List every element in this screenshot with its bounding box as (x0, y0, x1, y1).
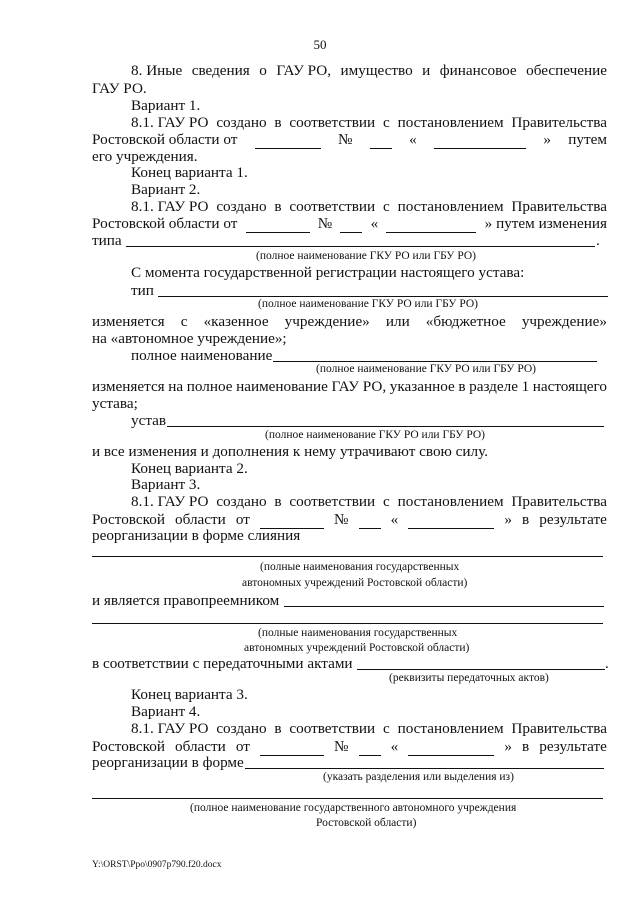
variant-4-title: Вариант 4. (131, 703, 201, 720)
type-blank-line (126, 246, 595, 247)
title-blank (386, 220, 476, 233)
date-blank (246, 220, 310, 233)
word: результате (539, 511, 607, 528)
hint-full-name: (полное наименование ГКУ РО или ГБУ РО) (265, 429, 485, 441)
variant-2-changes-full (92, 378, 607, 396)
period: . (605, 655, 609, 672)
word: изменяется (92, 378, 165, 395)
word: финансовое (439, 62, 517, 79)
page-number: 50 (313, 37, 327, 52)
institution-blank-line (92, 798, 603, 799)
variant-3-acts: в соответствии с передаточными актами (92, 655, 353, 672)
variant-2-ustava: устава; (92, 395, 138, 412)
hint-institution-a: (полное наименование государственного автономного учреждения (190, 802, 517, 814)
period: . (596, 232, 600, 249)
word: постановлением (397, 198, 504, 215)
word: постановлением (397, 114, 504, 131)
text: № (317, 215, 333, 232)
word: в (274, 198, 282, 215)
text: № (334, 738, 349, 755)
word: Ростовской (92, 511, 165, 528)
word: с (180, 313, 188, 330)
word: создано (216, 493, 267, 510)
hint-successor-b: автономных учреждений Ростовской области) (244, 642, 470, 654)
variant-4-line-1 (131, 720, 607, 738)
word: учреждение» (284, 313, 370, 330)
word: 1 (521, 378, 530, 395)
title-blank (434, 136, 526, 149)
word: постановлением (397, 493, 504, 510)
word: разделе (469, 378, 518, 395)
hint-full-name: (полное наименование ГКУ РО или ГБУ РО) (256, 250, 476, 262)
text: « (370, 215, 379, 232)
word: «казенное (203, 313, 269, 330)
word: от (235, 511, 250, 528)
word: Правительства (511, 114, 607, 131)
word: области (175, 511, 226, 528)
text: » (504, 738, 512, 755)
word: в (458, 378, 466, 395)
word: ГАУ РО, (331, 378, 387, 395)
word: наименование (236, 378, 328, 395)
hint-full-name: (полное наименование ГКУ РО или ГБУ РО) (316, 363, 536, 375)
text: Ростовской области от (92, 131, 238, 148)
variant-1-line-2 (92, 131, 607, 149)
word: в (274, 493, 282, 510)
hint-acts: (реквизиты передаточных актов) (389, 672, 549, 684)
variant-3-line-1 (131, 493, 607, 511)
title-blank (408, 516, 494, 529)
word: в (522, 738, 530, 755)
word: ГАУ РО, (276, 62, 332, 79)
word: в (274, 720, 282, 737)
variant-2-ustav: устав (131, 412, 167, 429)
word: области (175, 738, 226, 755)
word: в (522, 511, 530, 528)
word: в (274, 114, 282, 131)
variant-2-type-label: типа (92, 232, 122, 249)
word: соответствии (289, 198, 376, 215)
number-blank (359, 743, 381, 756)
text: « (409, 131, 417, 148)
word: или (385, 313, 410, 330)
word: обеспечение (526, 62, 607, 79)
word: 8.1. ГАУ РО (131, 114, 209, 131)
ustav-blank-line (167, 426, 604, 427)
variant-2-line-2 (92, 215, 607, 233)
word: создано (216, 720, 267, 737)
word: полное (186, 378, 233, 395)
variant-2-line-1 (131, 198, 607, 216)
word: Правительства (511, 720, 607, 737)
word: сведения (191, 62, 250, 79)
word: настоящего (532, 378, 607, 395)
word: имущество (340, 62, 413, 79)
hint-institution-b: Ростовской области) (316, 817, 417, 829)
variant-1-line-3: его учреждения. (92, 148, 198, 165)
word: 8.1. ГАУ РО (131, 198, 209, 215)
text: путем (568, 131, 607, 148)
word: создано (216, 198, 267, 215)
word: соответствии (289, 493, 376, 510)
successor-blank-line-2 (92, 623, 603, 624)
text: Ростовской области от (92, 215, 238, 232)
word: 8.1. ГАУ РО (131, 493, 209, 510)
word: от (235, 738, 250, 755)
form-blank-line (245, 768, 604, 769)
text: « (390, 511, 399, 528)
variant-3-merge-form: реорганизации в форме слияния (92, 527, 301, 544)
word: указанное (389, 378, 455, 395)
variant-2-tip: тип (131, 282, 154, 299)
word: создано (216, 114, 267, 131)
number-blank (359, 516, 381, 529)
word: результате (539, 738, 607, 755)
word: о (259, 62, 267, 79)
word: изменяется (92, 313, 165, 330)
hint-successor-a: (полные наименования государственных (258, 627, 458, 639)
hint-merge-b: автономных учреждений Ростовской области) (242, 577, 468, 589)
variant-3-successor: и является правопреемником (92, 592, 280, 609)
variant-2-lose-force: и все изменения и дополнения к нему утрачивают свою силу. (92, 443, 488, 460)
word: 8. Иные (131, 62, 183, 79)
successor-blank-line (284, 606, 604, 607)
number-blank (340, 220, 362, 233)
variant-1-line-1 (131, 114, 607, 132)
text: » (504, 511, 512, 528)
word: Правительства (511, 198, 607, 215)
variant-2-moment: С момента государственной регистрации настоящего устава: (131, 264, 525, 281)
date-blank (255, 136, 321, 149)
text: № (334, 511, 349, 528)
title-blank (408, 743, 494, 756)
text: » путем изменения (484, 215, 607, 232)
word: с (383, 720, 390, 737)
word: постановлением (397, 720, 504, 737)
section-8-heading-line (131, 62, 607, 80)
word: «бюджетное (425, 313, 506, 330)
word: Ростовской (92, 738, 165, 755)
variant-2-changes-line-2: на «автономное учреждение»; (92, 330, 287, 347)
word: соответствии (289, 114, 376, 131)
merge-blank-line (92, 556, 603, 557)
variant-2-changes-line (92, 313, 607, 331)
word: с (383, 198, 390, 215)
word: с (383, 493, 390, 510)
variant-1-end: Конец варианта 1. (131, 164, 248, 181)
variant-2-fullname: полное наименование (131, 347, 273, 364)
hint-merge-a: (полные наименования государственных (260, 561, 460, 573)
word: учреждение» (521, 313, 607, 330)
word: с (383, 114, 390, 131)
variant-3-end: Конец варианта 3. (131, 686, 248, 703)
hint-full-name: (полное наименование ГКУ РО или ГБУ РО) (258, 298, 478, 310)
word: и (422, 62, 431, 79)
word: Правительства (511, 493, 607, 510)
variant-2-title: Вариант 2. (131, 181, 201, 198)
word: на (168, 378, 184, 395)
text: « (390, 738, 399, 755)
acts-blank-line (357, 669, 605, 670)
date-blank (260, 743, 324, 756)
hint-form: (указать разделения или выделения из) (323, 771, 514, 783)
text: » (543, 131, 551, 148)
section-8-heading-cont: ГАУ РО. (92, 80, 147, 97)
variant-2-end: Конец варианта 2. (131, 460, 248, 477)
word: 8.1. ГАУ РО (131, 720, 209, 737)
variant-1-title: Вариант 1. (131, 97, 201, 114)
variant-4-form: реорганизации в форме (92, 754, 244, 771)
variant-3-title: Вариант 3. (131, 476, 201, 493)
word: соответствии (289, 720, 376, 737)
number-blank (370, 136, 392, 149)
footer-file-path: Y:\ORST\Ppo\0907p790.f20.docx (92, 860, 222, 870)
text: № (337, 131, 353, 148)
